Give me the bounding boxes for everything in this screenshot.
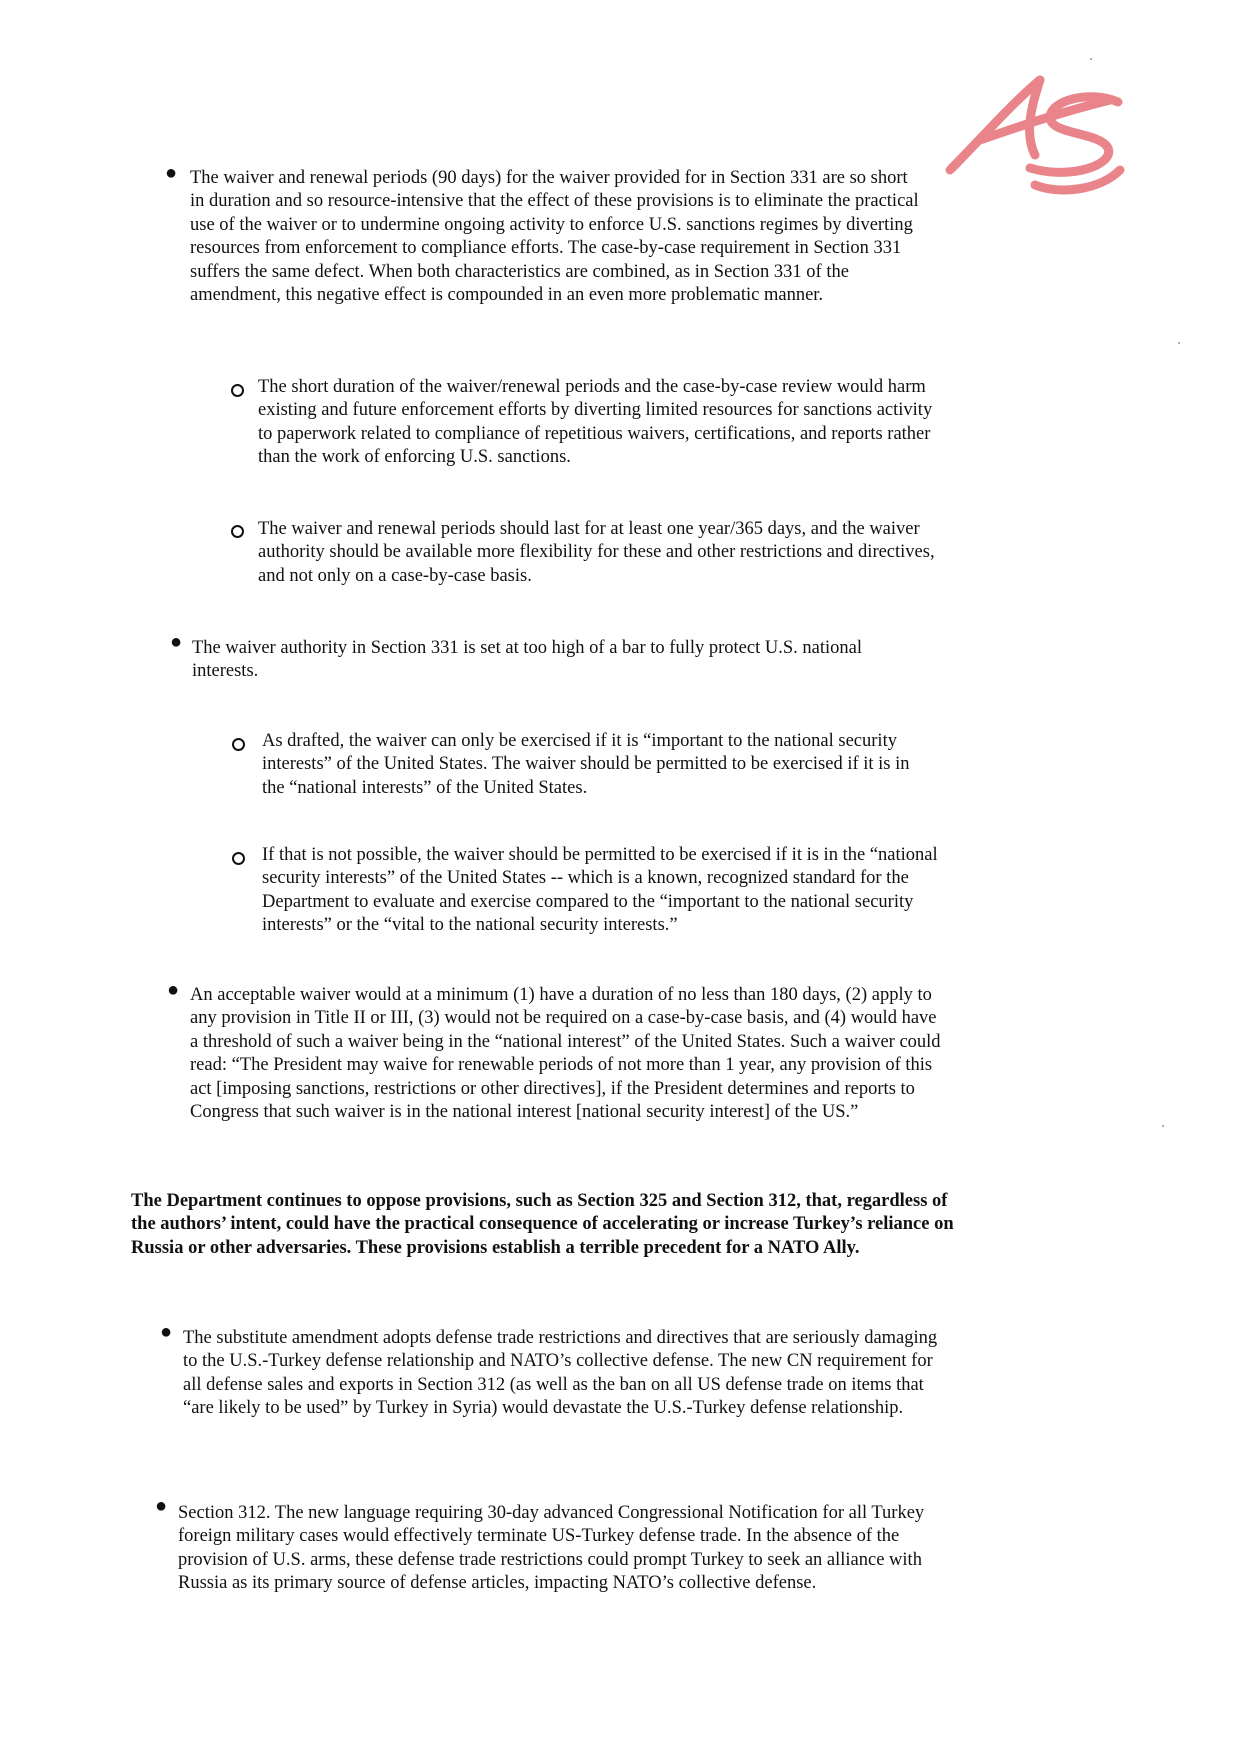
- handwritten-initials-mark: [940, 60, 1200, 230]
- sub-bullet-circle-icon: [231, 384, 244, 397]
- sub-bullet-circle-icon: [232, 852, 245, 865]
- scan-speck: [1090, 58, 1092, 60]
- bullet-paragraph: Section 312. The new language requiring 30-day advanced Congressional Notification for all Turkey foreign military cases would effectively terminate US-Turkey defense trade. In the absence of the provision of U.S. arms, these defense trade restrictions could prompt Turkey to seek an alliance with Russia as its primary source of defense articles, impacting NATO’s collective defense.: [178, 1503, 925, 1594]
- bullet-paragraph: The waiver and renewal periods (90 days) for the waiver provided for in Section 331 are so short in duration and so resource-intensive that the effect of these provisions is to eliminate the practical use of the waiver or to undermine ongoing activity to enforce U.S. sanctions regimes by diverting resources from enforcement to compliance efforts. The case-by-case requirement in Section 331 suffers the same defect. When both characteristics are combined, as in Section 331 of the amendment, this negative effect is compounded in an even more problematic manner.: [190, 168, 919, 306]
- bullet-paragraph: The waiver authority in Section 331 is set at too high of a bar to fully protect U.S. national interests.: [192, 638, 862, 682]
- sub-bullet-circle-icon: [231, 525, 244, 538]
- bold-summary-paragraph: The Department continues to oppose provisions, such as Section 325 and Section 312, that, regardless of the authors’ intent, could have the practical consequence of accelerating or increase Turkey’s reliance on Russia or other adversaries. These provisions establish a terrible precedent for a NATO Ally.: [131, 1191, 954, 1258]
- sub-bullet-paragraph: The waiver and renewal periods should last for at least one year/365 days, and the waiver authority should be available more flexibility for these and other restrictions and directives, and not only on a case-by-case basis.: [258, 519, 935, 586]
- sub-bullet-circle-icon: [232, 738, 245, 751]
- bullet-dot-icon: ●: [170, 631, 183, 653]
- scan-speck: [1178, 342, 1180, 344]
- sub-bullet-paragraph: The short duration of the waiver/renewal periods and the case-by-case review would harm existing and future enforcement efforts by diverting limited resources for sanctions activity to paperwork related to compliance of repetitious waivers, certifications, and reports rather than the work of enforcing U.S. sanctions.: [258, 377, 933, 468]
- sub-bullet-paragraph: If that is not possible, the waiver should be permitted to be exercised if it is in the “national security interests” of the United States -- which is a known, recognized standard for the Department to evaluate and exercise compared to the “important to the national security interests” or the “vital to the national security interests.”: [262, 845, 938, 936]
- bullet-paragraph: An acceptable waiver would at a minimum (1) have a duration of no less than 180 days, (2) apply to any provision in Title II or III, (3) would not be required on a case-by-case basis, and (4) would have a threshold of such a waiver being in the “national interest” of the United States. Such a waiver could read: “The President may waive for renewable periods of not more than 1 year, any provision of this act [imposing sanctions, restrictions or other directives], if the President determines and reports to Congress that such waiver is in the national interest [national security interest] of the US.”: [190, 985, 941, 1123]
- sub-bullet-paragraph: As drafted, the waiver can only be exercised if it is “important to the national security interests” of the United States. The waiver should be permitted to be exercised if it is in the “national interests” of the United States.: [262, 731, 910, 798]
- bullet-dot-icon: ●: [160, 1321, 173, 1343]
- bullet-dot-icon: ●: [167, 979, 180, 1001]
- bullet-paragraph: The substitute amendment adopts defense trade restrictions and directives that are seriously damaging to the U.S.-Turkey defense relationship and NATO’s collective defense. The new CN requirement for all defense sales and exports in Section 312 (as well as the ban on all US defense trade on items that “are likely to be used” by Turkey in Syria) would devastate the U.S.-Turkey defense relationship.: [183, 1328, 938, 1419]
- scan-speck: [1162, 1125, 1164, 1127]
- bullet-dot-icon: ●: [165, 162, 178, 184]
- bullet-dot-icon: ●: [155, 1495, 168, 1517]
